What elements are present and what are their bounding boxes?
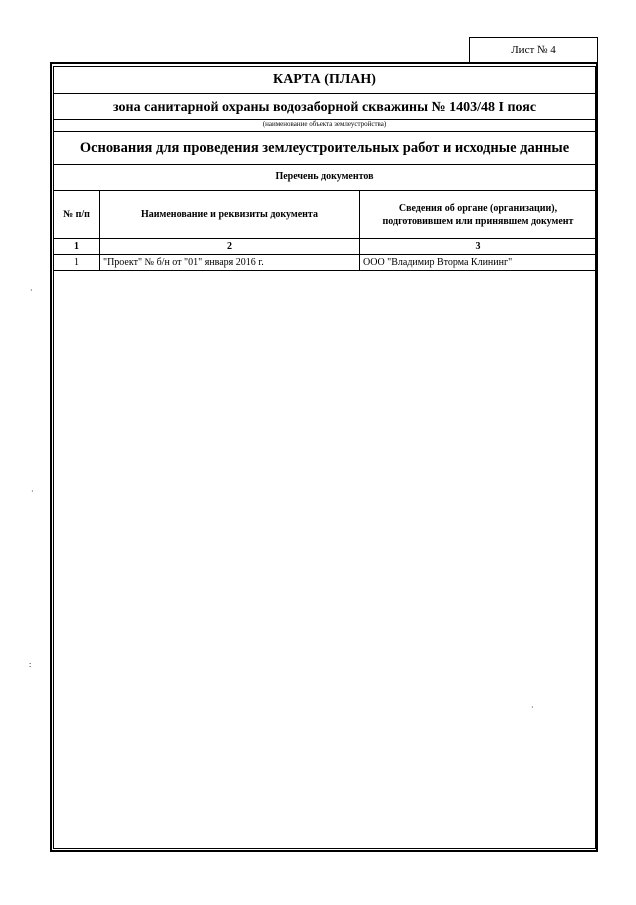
- header-number: № п/п: [54, 191, 100, 239]
- scan-speck: ·: [30, 286, 33, 295]
- row-document: "Проект" № б/н от "01" января 2016 г.: [100, 255, 360, 271]
- section-title: Основания для проведения землеустроительных работ и исходные данные: [79, 140, 570, 156]
- divider: [53, 131, 596, 132]
- scan-speck: ·: [531, 703, 534, 712]
- column-number: 3: [360, 239, 597, 255]
- row-organization: ООО "Владимир Вторма Клининг": [360, 255, 597, 271]
- documents-list-title: Перечень документов: [275, 171, 374, 182]
- header-organization: Сведения об органе (организации), подготовившем или принявшем документ: [360, 191, 597, 239]
- page-frame-inner: [53, 66, 596, 849]
- documents-table: [53, 190, 597, 271]
- object-name-caption: (наименование объекта землеустройства): [262, 120, 387, 128]
- divider: [53, 93, 596, 94]
- column-number-row: [54, 239, 597, 255]
- table-row: [54, 255, 597, 271]
- scan-speck: ·: [31, 487, 34, 496]
- row-number: 1: [54, 255, 100, 271]
- scan-speck: :: [29, 660, 32, 669]
- divider: [53, 164, 596, 165]
- sheet-number-label: Лист № 4: [469, 37, 598, 62]
- column-number: 1: [54, 239, 100, 255]
- document-title: КАРТА (ПЛАН): [273, 72, 376, 87]
- table-header-row: [54, 191, 597, 239]
- column-number: 2: [100, 239, 360, 255]
- header-document: Наименование и реквизиты документа: [100, 191, 360, 239]
- object-name: зона санитарной охраны водозаборной скважины № 1403/48 I пояс: [112, 100, 537, 115]
